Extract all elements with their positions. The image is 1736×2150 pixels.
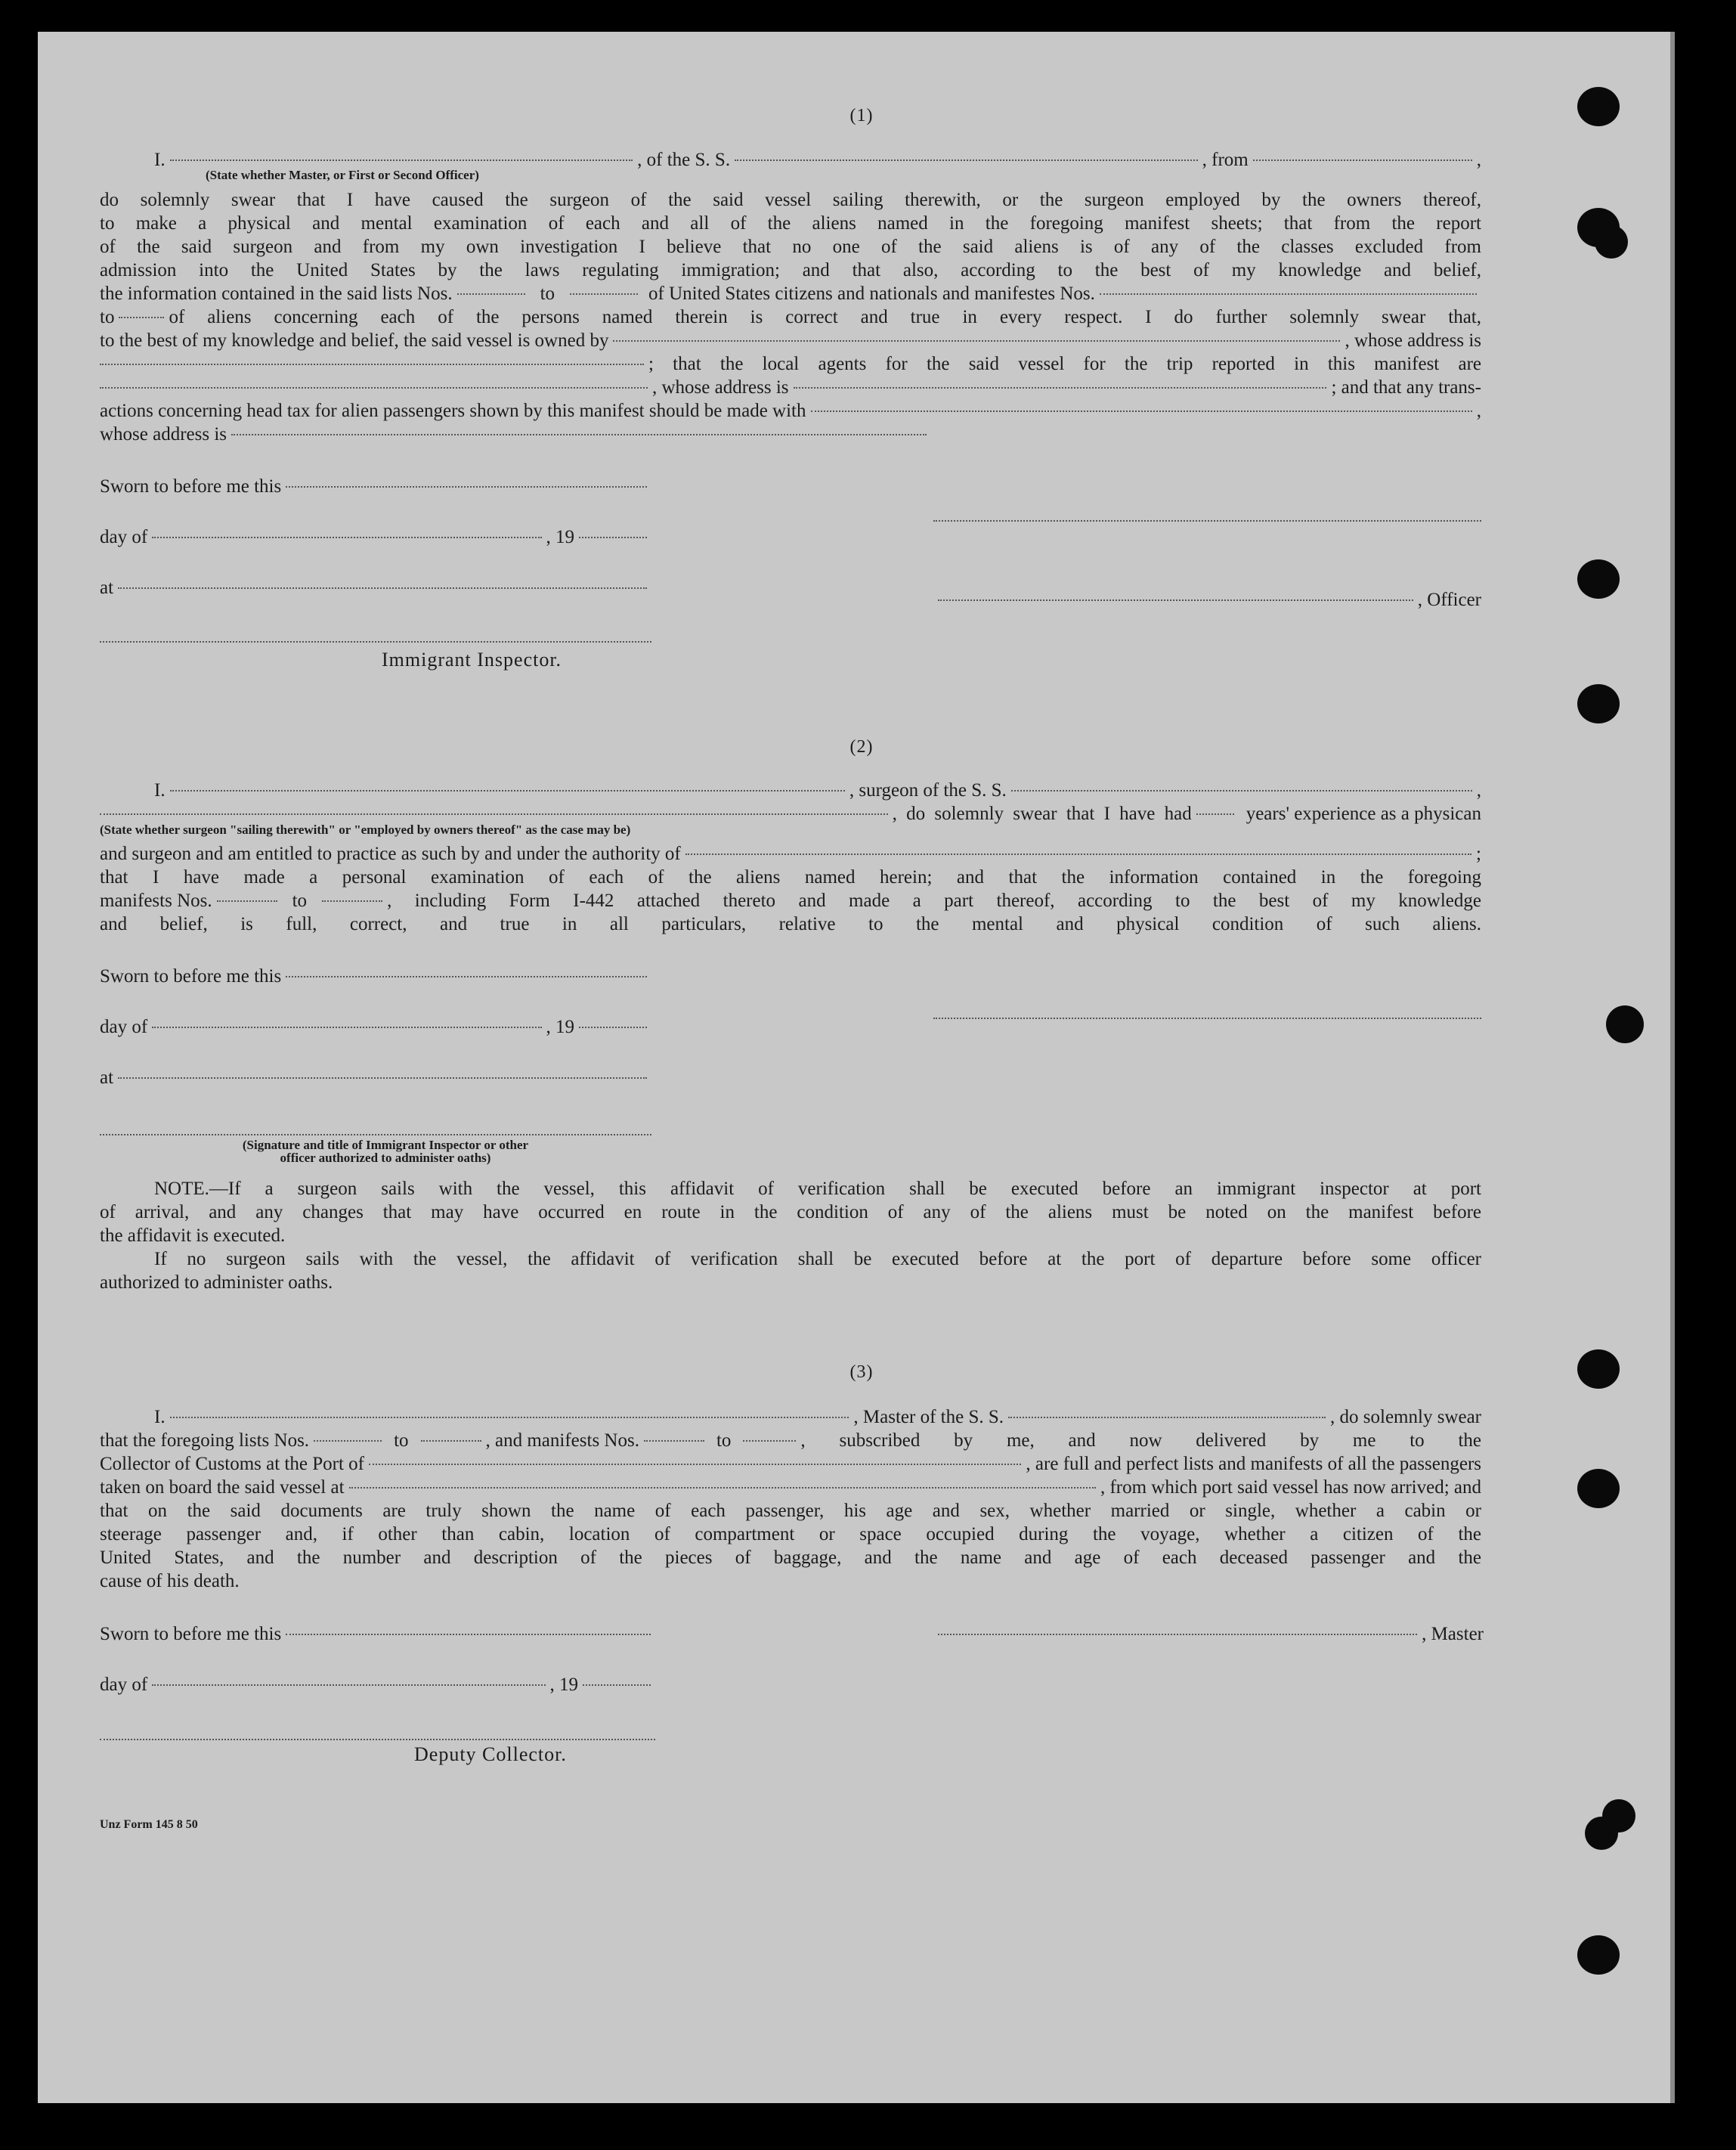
official-signature-caption [144, 1139, 627, 1164]
line [100, 329, 1481, 352]
sworn-date-field[interactable] [286, 976, 647, 977]
manifests-from-field[interactable] [1100, 293, 1477, 295]
section-3-number: (3) [849, 1362, 874, 1382]
line [100, 1405, 1481, 1429]
place-field[interactable] [118, 1077, 647, 1079]
text: of aliens concerning each of the persons named therein is correct and true in every respect. I do further solemnly swear that, [169, 307, 1481, 327]
text: to [716, 1430, 732, 1451]
punch-hole [1577, 87, 1620, 126]
oath-text-line: that I have made a personal examination of each of the aliens named herein; and that the information contained in the foregoing [100, 867, 1481, 888]
text: , from [1202, 150, 1249, 170]
deputy-label: Deputy Collector. [414, 1743, 567, 1765]
text: , whose address is [1345, 330, 1481, 351]
owner-address-field[interactable] [100, 364, 644, 365]
manifest-to-field[interactable] [322, 900, 382, 902]
authority-field[interactable] [685, 853, 1471, 855]
oath-text-line: of the said surgeon and from my own investigation I believe that no one of the said aliens is of any of the classes excluded from [100, 237, 1481, 257]
text: , surgeon of the S. S. [849, 780, 1007, 801]
sworn-date-field[interactable] [286, 1634, 651, 1635]
line [100, 525, 651, 549]
note-line: If no surgeon sails with the vessel, the affidavit of verification shall be executed before at the port of departure before some officer [154, 1249, 1481, 1269]
text: day of [100, 1017, 148, 1037]
note-line: NOTE.—If a surgeon sails with the vessel, this affidavit of verification shall be executed before an immigrant inspector at port [154, 1179, 1481, 1199]
text: to the best of my knowledge and belief, the said vessel is owned by [100, 330, 609, 351]
inspector-signature-line[interactable] [100, 641, 651, 643]
section-1-jurat [100, 475, 651, 599]
text: , 19 [546, 527, 574, 547]
lists-from-field[interactable] [314, 1440, 382, 1442]
caption-line: officer authorized to administer oaths) [280, 1151, 491, 1165]
section-3-jurat [100, 1622, 655, 1696]
official-signature-line[interactable] [100, 1134, 651, 1135]
section-3-oath [100, 1405, 1481, 1593]
text: Sworn to before me this [100, 476, 282, 497]
oath-text-line: do solemnly swear that I have caused the surgeon of the said vessel sailing therewith, or the surgeon employed by the owners thereof, [100, 190, 1481, 210]
line [100, 1066, 651, 1089]
text: I. [154, 1407, 166, 1427]
text: , Officer [1417, 590, 1481, 610]
oath-text-line: that on the said documents are truly shown the name of each passenger, his age and sex, whether married or single, whether a cabin or [100, 1501, 1481, 1521]
master-name-field[interactable] [170, 1417, 849, 1418]
port-field[interactable] [369, 1464, 1021, 1465]
officer-signature-line[interactable] [933, 520, 1481, 522]
section-1-number: (1) [849, 106, 874, 125]
surgeon-status-field[interactable] [100, 813, 888, 815]
line [100, 889, 1481, 912]
master-signature-field[interactable] [938, 1634, 1417, 1635]
embarkation-port-field[interactable] [349, 1487, 1096, 1489]
line [100, 1429, 1481, 1452]
section-1-oath [100, 148, 1481, 446]
text: I. [154, 150, 166, 170]
line [100, 282, 1481, 305]
lists-to-field[interactable] [421, 1440, 481, 1442]
line [100, 842, 1481, 866]
line [100, 1622, 655, 1646]
line [100, 475, 651, 498]
text: years' experience as a physican [1246, 804, 1481, 824]
oath-text-line: cause of his death. [100, 1571, 240, 1591]
manifests-to-field[interactable] [119, 317, 164, 318]
punch-hole [1577, 684, 1620, 723]
lists-from-field[interactable] [457, 293, 525, 295]
section-2-oath [100, 779, 1481, 936]
text: , including Form I-442 attached thereto and made a part thereof, according to the best of my knowledge [387, 891, 1481, 911]
lists-to-field[interactable] [570, 293, 638, 295]
text: , from which port said vessel has now arrived; and [1100, 1477, 1481, 1498]
form-number: Unz Form 145 8 50 [100, 1818, 198, 1831]
line [100, 576, 651, 599]
line [100, 1476, 1481, 1499]
section-2-jurat [100, 965, 651, 1089]
text: to [540, 283, 555, 304]
place-field[interactable] [118, 587, 647, 589]
text: the information contained in the said lists Nos. [100, 283, 453, 304]
text: , [1476, 401, 1481, 421]
surgeon-name-field[interactable] [170, 790, 845, 792]
note [100, 1177, 1481, 1294]
text: to [100, 307, 115, 327]
text: ; and that any trans- [1331, 377, 1481, 398]
text: taken on board the said vessel at [100, 1477, 345, 1498]
officer-line [933, 588, 1481, 612]
text: ; [1476, 844, 1481, 864]
surgeon-status-caption: (State whether surgeon "sailing therewith" or "employed by owners thereof" as the case may be) [100, 823, 631, 837]
agents-field[interactable] [100, 387, 648, 389]
text: ; that the local agents for the said vessel for the trip reported in this manifest are [648, 354, 1481, 374]
contact-address-field[interactable] [231, 434, 927, 435]
manifests-from-field[interactable] [644, 1440, 704, 1442]
note-line: the affidavit is executed. [100, 1225, 286, 1246]
year-field[interactable] [579, 1027, 647, 1028]
line [100, 1673, 655, 1696]
punch-hole [1577, 559, 1620, 599]
line [100, 1015, 651, 1039]
inspector-label: Immigrant Inspector. [382, 649, 562, 671]
vessel-field[interactable] [735, 160, 1198, 161]
text: manifests Nos. [100, 891, 212, 911]
oath-text-line: admission into the United States by the laws regulating immigration; and that also, according to the best of my knowledge and belief, [100, 260, 1481, 280]
year-field[interactable] [579, 537, 647, 538]
line [100, 779, 1481, 802]
note-line: of arrival, and any changes that may have occurred en route in the condition of any of the aliens must be noted on the manifest before [100, 1202, 1481, 1222]
from-field[interactable] [1253, 160, 1472, 161]
punch-hole [1577, 1935, 1620, 1975]
text: , are full and perfect lists and manifests of all the passengers [1026, 1454, 1481, 1474]
text: and surgeon and am entitled to practice as such by and under the authority of [100, 844, 681, 864]
year-field[interactable] [583, 1684, 651, 1686]
text: , [1476, 150, 1481, 170]
punch-hole [1577, 1469, 1620, 1508]
caption-line: (Signature and title of Immigrant Inspector or other [242, 1138, 529, 1152]
section-2-number: (2) [849, 737, 874, 757]
text: , and manifests Nos. [485, 1430, 639, 1451]
month-field[interactable] [152, 537, 541, 538]
text: , do solemnly swear that I have had [892, 804, 1192, 824]
text: that the foregoing lists Nos. [100, 1430, 310, 1451]
oath-text-line: and belief, is full, correct, and true in all particulars, relative to the mental and physical condition of such aliens. [100, 914, 1481, 934]
line [100, 352, 1481, 376]
years-field[interactable] [1196, 813, 1234, 815]
text: I. [154, 780, 166, 801]
text: day of [100, 1674, 148, 1695]
text: day of [100, 527, 148, 547]
text: Sworn to before me this [100, 966, 282, 987]
text: Sworn to before me this [100, 1624, 282, 1644]
punch-hole [1606, 1005, 1644, 1043]
manifests-to-field[interactable] [743, 1440, 796, 1442]
surgeon-signature-line[interactable] [933, 1018, 1481, 1019]
line [100, 376, 1481, 399]
text: whose address is [100, 424, 227, 445]
text: , 19 [546, 1017, 574, 1037]
manifest-from-field[interactable] [217, 900, 277, 902]
oath-text-line: to make a physical and mental examination of each and all of the aliens named in the foregoing manifest sheets; that from the report [100, 213, 1481, 234]
line [100, 965, 651, 988]
master-line [933, 1622, 1484, 1646]
line [100, 1452, 1481, 1476]
text: at [100, 578, 114, 598]
line [100, 423, 1481, 446]
punch-hole [1602, 1799, 1635, 1832]
line [100, 399, 1481, 423]
text: to [394, 1430, 409, 1451]
text: Collector of Customs at the Port of [100, 1454, 364, 1474]
text: , whose address is [652, 377, 789, 398]
oath-text-line: United States, and the number and description of the pieces of baggage, and the name and age of each deceased passenger and the [100, 1547, 1481, 1568]
text: , [1476, 780, 1481, 801]
text: , of the S. S. [637, 150, 731, 170]
punch-hole [1577, 1349, 1620, 1389]
month-field[interactable] [152, 1684, 545, 1686]
text: at [100, 1067, 114, 1088]
vessel-field[interactable] [1008, 1417, 1326, 1418]
month-field[interactable] [152, 1027, 541, 1028]
head-tax-contact-field[interactable] [811, 410, 1472, 412]
vessel-field[interactable] [1011, 790, 1472, 792]
text: actions concerning head tax for alien passengers shown by this manifest should be made with [100, 401, 806, 421]
deputy-signature-line[interactable] [100, 1739, 655, 1740]
line [100, 305, 1481, 329]
note-line: authorized to administer oaths. [100, 1272, 333, 1293]
oath-text-line: steerage passenger and, if other than cabin, location of compartment or space occupied during the voyage, whether a citizen of the [100, 1524, 1481, 1544]
text: , Master of the S. S. [853, 1407, 1004, 1427]
text: , subscribed by me, and now delivered by me to the [800, 1430, 1481, 1451]
rank-field[interactable] [170, 160, 633, 161]
officer-signature-field[interactable] [938, 599, 1413, 601]
text: , Master [1422, 1624, 1484, 1644]
text: , do solemnly swear [1330, 1407, 1481, 1427]
sworn-date-field[interactable] [286, 486, 647, 488]
text: , 19 [549, 1674, 578, 1695]
text: of United States citizens and nationals and manifestes Nos. [648, 283, 1095, 304]
punch-hole [1595, 225, 1628, 259]
owner-field[interactable] [613, 340, 1340, 342]
agents-address-field[interactable] [794, 387, 1327, 389]
rank-field-caption: (State whether Master, or First or Second Officer) [206, 168, 479, 182]
text: to [292, 891, 308, 911]
